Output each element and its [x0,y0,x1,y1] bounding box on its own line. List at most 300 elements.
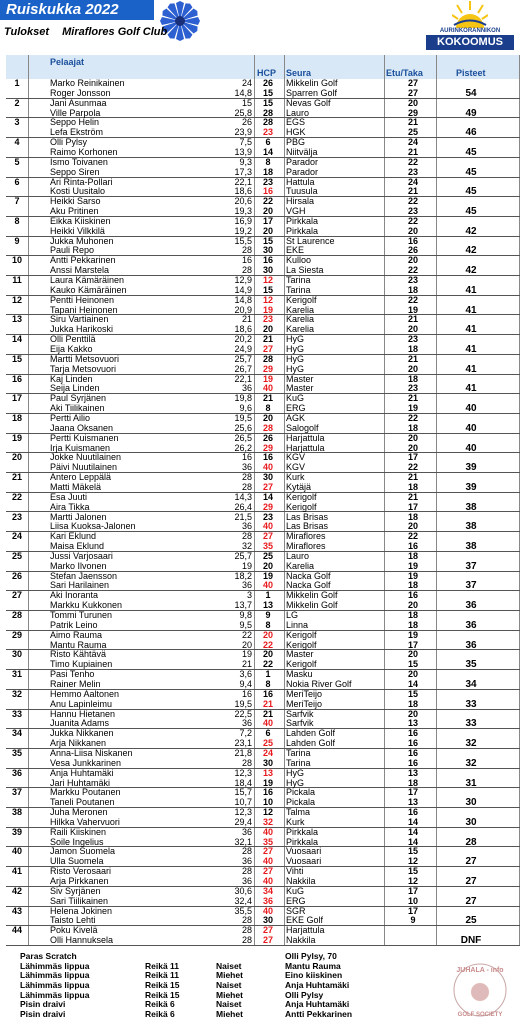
total-points-cell: 45 [465,146,477,158]
points-cell: 9 [410,915,416,926]
playing-hcp-cell: 22 [262,196,273,207]
player-name-cell: Helena Jokinen [50,905,113,916]
club-cell: KGV [286,452,306,463]
total-points-cell: 30 [465,816,477,828]
prize-row [20,951,440,961]
points-cell: 14 [407,826,418,837]
points-cell: 16 [407,757,418,768]
playing-hcp-cell: 40 [262,905,273,916]
hcp-cell: 36 [241,856,252,867]
points-cell: 18 [407,550,418,561]
position-cell: 44 [11,925,22,936]
hcp-cell: 36 [241,876,252,887]
prize-hole: Reikä 15 [145,989,180,1000]
player-name-cell: Jaana Oksanen [50,422,114,433]
club-cell: Pirkkala [286,826,319,837]
total-points-cell: 45 [465,186,477,198]
club-cell: Sparren Golf [286,87,338,98]
playing-hcp-cell: 16 [262,688,273,699]
club-cell: Tarina [286,284,311,295]
player-name-cell: Aki Tiilikainen [50,403,105,414]
player-name-cell: Jokke Nuutilainen [50,452,122,463]
hcp-cell: 20,2 [234,334,252,345]
prize-category: Miehet [216,1009,243,1020]
points-cell: 22 [407,531,418,542]
hcp-cell: 28 [241,265,252,276]
hcp-cell: 28 [241,846,252,857]
player-name-cell: Arja Pirkkanen [50,876,109,887]
position-cell: 33 [11,708,22,719]
points-cell: 24 [407,137,418,148]
club-cell: Hirsala [286,196,315,207]
playing-hcp-cell: 25 [262,738,273,749]
club-cell: Miraflores [286,541,326,552]
total-points-cell: 27 [465,876,477,888]
subtitle [4,26,167,38]
points-cell: 21 [407,393,418,404]
hcp-cell: 28 [241,935,252,946]
playing-hcp-cell: 21 [262,698,273,709]
playing-hcp-cell: 30 [262,472,273,483]
position-cell: 2 [14,97,20,108]
player-name-cell: Taisto Lehti [50,915,96,926]
club-cell: Harjattula [286,925,325,936]
points-cell: 13 [407,797,418,808]
prize-row [20,1009,440,1019]
hcp-cell: 13,9 [234,146,252,157]
points-cell: 21 [407,146,418,157]
playing-hcp-cell: 21 [262,393,273,404]
player-name-cell: Aki Inoranta [50,590,99,601]
points-cell: 20 [407,649,418,660]
prize-winner: Eino kiiskinen [285,970,343,981]
club-cell: Kerigolf [286,629,317,640]
points-cell: 20 [407,225,418,236]
points-cell: 18 [407,698,418,709]
club-cell: Tarina [286,747,311,758]
points-cell: 20 [407,363,418,374]
position-cell: 34 [11,728,22,739]
points-cell: 23 [407,206,418,217]
player-name-cell: Eija Kakko [50,344,93,354]
playing-hcp-cell: 1 [265,590,271,601]
playing-hcp-cell: 40 [262,383,273,394]
player-name-cell: Sari Harilainen [50,580,110,591]
player-name-cell: Hemmo Aaltonen [50,688,120,699]
prize-label: Pisin draivi [20,1009,66,1020]
total-points-cell: 45 [465,166,477,178]
club-cell: EKE [286,245,305,256]
playing-hcp-cell: 30 [262,757,273,768]
points-cell: 15 [407,688,418,699]
club-cell: Tarina [286,275,311,286]
position-cell: 41 [11,866,22,877]
points-cell: 10 [407,895,418,906]
prize-winner: Olli Pylsy, 70 [285,951,337,961]
position-cell: 29 [11,629,22,640]
player-name-cell: Kaj Linden [50,373,93,384]
position-cell: 21 [11,472,22,483]
playing-hcp-cell: 20 [262,560,273,571]
points-cell: 25 [407,127,418,138]
playing-hcp-cell: 12 [262,807,273,818]
player-name-cell: Kauko Kämäräinen [50,284,127,295]
player-name-cell: Ulla Suomela [50,856,104,867]
player-name-cell: Olli Pylsy [50,137,88,148]
points-cell: 29 [407,107,418,118]
points-cell: 20 [407,600,418,611]
playing-hcp-cell: 27 [262,866,273,877]
player-name-cell: Maisa Eklund [50,541,105,552]
points-cell: 16 [407,590,418,601]
club-cell: Masku [286,669,313,680]
playing-hcp-cell: 27 [262,925,273,936]
position-cell: 22 [11,491,22,502]
total-points-cell: 49 [465,107,477,119]
points-cell: 15 [407,846,418,857]
position-cell: 5 [14,156,20,167]
hcp-cell: 15,5 [234,235,252,246]
total-points-cell: 27 [465,895,477,907]
table-row [6,503,520,513]
position-cell: 35 [11,747,22,758]
player-name-cell: Irja Kuismanen [50,442,111,453]
points-cell: 15 [407,659,418,670]
prize-label: Paras Scratch [20,951,77,961]
playing-hcp-cell: 21 [262,708,273,719]
points-cell: 17 [407,639,418,650]
player-name-cell: Sari Tiilikainen [50,895,109,906]
position-cell: 6 [14,176,20,187]
player-name-cell: Tommi Turunen [50,610,113,621]
hcp-cell: 9,3 [239,156,252,167]
total-points-cell: 25 [465,915,477,927]
points-cell: 20 [407,442,418,453]
player-name-cell: Pentti Heinonen [50,294,115,305]
club-cell: KuG [286,393,305,404]
player-name-cell: Tapani Heinonen [50,304,118,315]
position-cell: 26 [11,570,22,581]
player-name-cell: Seppo Helin [50,117,100,128]
playing-hcp-cell: 28 [262,422,273,433]
hcp-cell: 24 [241,78,252,88]
club-cell: HyG [286,767,304,778]
player-name-cell: Hannu Hietanen [50,708,116,719]
playing-hcp-cell: 26 [262,78,273,88]
club-cell: KGV [286,462,306,473]
points-cell: 22 [407,196,418,207]
hcp-cell: 19,5 [234,412,252,423]
prize-label: Lähimmäs lippua [20,980,90,991]
points-cell: 22 [407,156,418,167]
position-cell: 38 [11,807,22,818]
hcp-cell: 32,1 [234,836,252,847]
club-cell: HGK [286,127,306,138]
hcp-cell: 12,3 [234,767,252,778]
points-cell: 16 [407,728,418,739]
player-name-cell: Olli Hannuksela [50,935,114,946]
points-cell: 15 [407,866,418,877]
points-cell: 18 [407,373,418,384]
points-cell: 23 [407,166,418,177]
playing-hcp-cell: 21 [262,334,273,345]
prize-hole: Reikä 6 [145,1009,175,1020]
club-cell: Linna [286,619,309,630]
svg-text:JUHALA - info: JUHALA - info [456,967,504,974]
playing-hcp-cell: 23 [262,314,273,325]
player-name-cell: Pasi Tenho [50,669,95,680]
party-logo [420,0,520,52]
club-cell: Master [286,649,314,660]
player-name-cell: Ari Rinta-Pollari [50,176,113,187]
total-points-cell: 28 [465,836,477,848]
position-cell: 42 [11,885,22,896]
total-points-cell: 39 [465,481,477,493]
points-cell: 12 [407,856,418,867]
points-cell: 13 [407,767,418,778]
hcp-cell: 36 [241,580,252,591]
hcp-cell: 21,8 [234,747,252,758]
playing-hcp-cell: 40 [262,718,273,729]
club-cell: Nacka Golf [286,570,331,581]
playing-hcp-cell: 27 [262,846,273,857]
hcp-cell: 21 [241,659,252,670]
hcp-cell: 25,7 [234,550,252,561]
position-cell: 30 [11,649,22,660]
hcp-cell: 19,8 [234,393,252,404]
hcp-cell: 22,5 [234,708,252,719]
playing-hcp-cell: 8 [265,156,271,167]
playing-hcp-cell: 40 [262,856,273,867]
hcp-cell: 9,5 [239,619,252,630]
club-cell: VGH [286,206,306,217]
hcp-cell: 36 [241,826,252,837]
points-cell: 19 [407,570,418,581]
prize-label: Lähimmäs lippua [20,960,90,971]
player-name-cell: Martti Jalonen [50,511,107,522]
club-cell: St Laurence [286,235,335,246]
points-cell: 20 [407,432,418,443]
player-name-cell: Jani Asunmaa [50,97,107,108]
playing-hcp-cell: 16 [262,787,273,798]
logo-top-text: AURINKORANNIKON [439,28,501,34]
total-points-cell: 38 [465,521,477,533]
hcp-cell: 21,5 [234,511,252,522]
player-name-cell: Arja Nikkanen [50,738,107,749]
club-cell: EGS [286,117,306,128]
club-cell: Lauro [286,107,310,118]
prize-label: Lähimmäs lippua [20,970,90,981]
position-cell: 3 [14,117,20,128]
club-cell: Pirkkala [286,225,319,236]
hcp-cell: 28 [241,925,252,936]
playing-hcp-cell: 6 [265,728,271,739]
hcp-cell: 19 [241,560,252,571]
player-name-cell: Markku Poutanen [50,787,121,798]
total-points-cell: 45 [465,206,477,218]
points-cell: 14 [407,678,418,689]
player-name-cell: Raimo Korhonen [50,146,118,157]
points-cell: 14 [407,836,418,847]
player-name-cell: Anu Lapinleimu [50,698,113,709]
club-cell: HyG [286,777,304,788]
prize-row [20,970,440,980]
club-cell: Master [286,383,314,394]
player-name-cell: Hilkka Vahervuori [50,816,120,827]
points-cell: 21 [407,472,418,483]
player-name-cell: Timo Kupiainen [50,659,113,670]
player-name-cell: Heikki Vilkkilä [50,225,105,236]
playing-hcp-cell: 28 [262,353,273,364]
playing-hcp-cell: 35 [262,836,273,847]
club-cell: Karelia [286,304,315,315]
playing-hcp-cell: 26 [262,432,273,443]
player-name-cell: Juha Meronen [50,807,108,818]
playing-hcp-cell: 23 [262,176,273,187]
total-points-cell: 38 [465,501,477,513]
playing-hcp-cell: 14 [262,146,273,157]
position-cell: 37 [11,787,22,798]
hcp-cell: 25,7 [234,353,252,364]
club-cell: Kulloo [286,255,312,266]
points-cell: 23 [407,275,418,286]
player-name-cell: Jussi Varjosaari [50,550,113,561]
total-points-cell: 38 [465,541,477,553]
hcp-cell: 28 [241,757,252,768]
points-cell: 22 [407,462,418,473]
total-points-cell: 54 [465,87,477,99]
playing-hcp-cell: 22 [262,659,273,670]
total-points-cell: 36 [465,619,477,631]
hcp-cell: 18,6 [234,324,252,335]
player-name-cell: Antti Pekkarinen [50,255,116,266]
playing-hcp-cell: 16 [262,255,273,266]
points-cell: 17 [407,501,418,512]
club-cell: Miraflores [286,531,326,542]
playing-hcp-cell: 13 [262,600,273,611]
prize-hole: Reikä 11 [145,970,180,981]
hcp-cell: 22 [241,629,252,640]
club-cell: HyG [286,334,304,345]
playing-hcp-cell: 28 [262,107,273,118]
total-points-cell: 41 [465,363,477,375]
hcp-cell: 15 [241,97,252,108]
club-cell: Niitvälja [286,146,318,157]
points-cell: 26 [407,245,418,256]
prize-category: Naiset [216,980,242,991]
hcp-cell: 22,1 [234,373,252,384]
total-points-cell: 46 [465,127,477,139]
playing-hcp-cell: 30 [262,245,273,256]
total-points-cell: 35 [465,659,477,671]
club-cell: AGK [286,412,306,423]
club-cell: Mikkelin Golf [286,78,338,88]
points-cell: 23 [407,383,418,394]
playing-hcp-cell: 30 [262,265,273,276]
playing-hcp-cell: 35 [262,541,273,552]
points-cell: 23 [407,334,418,345]
prize-row [20,999,440,1009]
club-cell: MeriTeijo [286,698,323,709]
side-prizes [20,951,440,1019]
club-cell: EKE Golf [286,915,324,926]
points-cell: 27 [407,78,418,88]
total-points-cell: 37 [465,560,477,572]
hcp-cell: 9,8 [239,610,252,621]
playing-hcp-cell: 10 [262,797,273,808]
header-front-back: Etu/Taka [386,68,423,78]
player-name-cell: Kari Eklund [50,531,97,542]
hcp-cell: 26,5 [234,432,252,443]
prize-winner: Mantu Rauma [285,960,341,971]
playing-hcp-cell: 29 [262,501,273,512]
player-name-cell: Tarja Metsovuori [50,363,117,374]
hcp-cell: 30,6 [234,885,252,896]
hcp-cell: 35,5 [234,905,252,916]
hcp-cell: 24,9 [234,344,252,354]
playing-hcp-cell: 16 [262,452,273,463]
position-cell: 17 [11,393,22,404]
player-name-cell: Siru Vartiainen [50,314,109,325]
hcp-cell: 32 [241,541,252,552]
hcp-cell: 3,6 [239,669,252,680]
playing-hcp-cell: 19 [262,777,273,788]
total-points-cell: 36 [465,600,477,612]
player-name-cell: Stefan Jaensson [50,570,118,581]
points-cell: 19 [407,304,418,315]
club-cell: Karelia [286,314,315,325]
player-name-cell: Anja Huhtamäki [50,767,114,778]
points-cell: 18 [407,284,418,295]
player-name-cell: Paul Syrjänen [50,393,107,404]
playing-hcp-cell: 19 [262,570,273,581]
playing-hcp-cell: 15 [262,97,273,108]
points-cell: 27 [407,87,418,98]
points-cell: 16 [407,541,418,552]
playing-hcp-cell: 40 [262,580,273,591]
prize-hole: Reikä 15 [145,980,180,991]
hcp-cell: 26,2 [234,442,252,453]
playing-hcp-cell: 36 [262,895,273,906]
hcp-cell: 17,3 [234,166,252,177]
total-points-cell: 42 [465,245,477,257]
points-cell: 22 [407,265,418,276]
playing-hcp-cell: 18 [262,166,273,177]
points-cell: 13 [407,718,418,729]
playing-hcp-cell: 27 [262,344,273,354]
total-points-cell: 40 [465,403,477,415]
club-cell: Karelia [286,324,315,335]
playing-hcp-cell: 22 [262,639,273,650]
playing-hcp-cell: 20 [262,649,273,660]
club-cell: Mikkelin Golf [286,590,338,601]
prize-category: Miehet [216,970,243,981]
player-name-cell: Jukka Harikoski [50,324,114,335]
position-cell: 10 [11,255,22,266]
player-name-cell: Raili Kiiskinen [50,826,107,837]
position-cell: 39 [11,826,22,837]
player-name-cell: Päivi Nuutilainen [50,462,118,473]
prize-category: Naiset [216,999,242,1010]
club-cell: Pickala [286,797,316,808]
club-cell: Kerigolf [286,659,317,670]
hcp-cell: 16 [241,255,252,266]
player-name-cell: Risto Kähtävä [50,649,107,660]
club-cell: Nakkila [286,935,316,946]
player-name-cell: Ville Parpola [50,107,101,118]
player-name-cell: Matti Mäkelä [50,481,102,492]
hcp-cell: 19 [241,649,252,660]
